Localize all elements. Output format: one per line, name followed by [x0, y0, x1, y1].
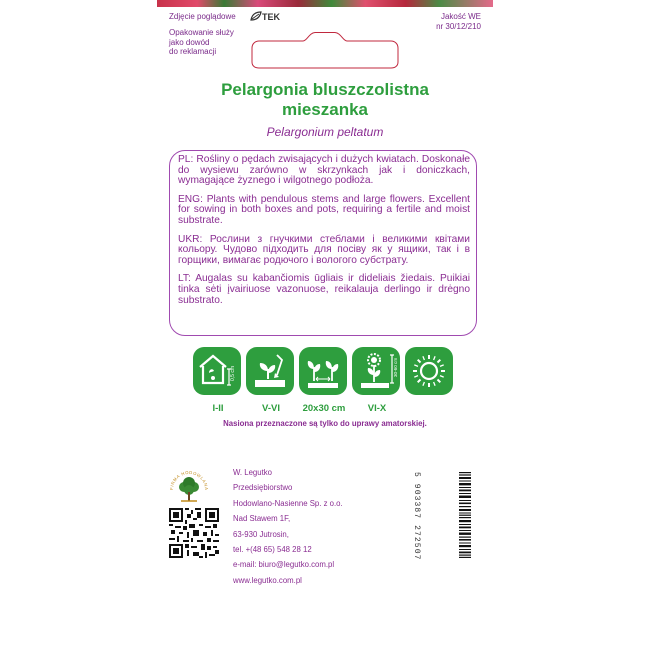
description-box: [169, 150, 477, 336]
sun-icon: [405, 347, 453, 395]
height-text: 30-60 cm: [393, 357, 398, 377]
company-contact: [233, 465, 343, 588]
brand-mark: [250, 11, 280, 22]
logo-arc-text: FIRMA HODOWLANA: [169, 470, 209, 491]
flowering-icon: [352, 347, 400, 395]
latin-name: Pelargonium peltatum: [266, 125, 384, 139]
contact-line5: 63-930 Jutrosin,: [233, 529, 289, 539]
icon-label-sowing: I-II: [212, 403, 224, 414]
depth-text: 0,5 cm: [230, 365, 236, 381]
preview-label: Zdjęcie poglądowe: [169, 12, 236, 21]
pack-note-line2: jako dowód: [169, 37, 210, 47]
icon-label-flowering: VI-X: [367, 403, 387, 414]
description-en: ENG: Plants with pendulous stems and large flowers. Excellent for sowing in both boxes and pots, requiring a fertile and moist substrate.: [178, 193, 470, 226]
contact-line3: Hodowlano-Nasienne Sp. z o.o.: [233, 498, 343, 508]
hang-window-cutout: [251, 31, 399, 69]
transplant-icon: [246, 347, 294, 395]
amateur-use-note: Nasiona przeznaczone są tylko do uprawy amatorskiej.: [223, 419, 427, 428]
contact-line4: Nad Stawem 1F,: [233, 514, 291, 524]
quality-line2: nr 30/12/210: [436, 21, 481, 31]
description-ukr: UKR: Рослини з гнучкими стеблами і великими квітами кольору. Чудово підходить для посіву як у ящики, так і в горщики, вимагає родючого і вологого субстрату.: [178, 233, 470, 266]
title-line2: mieszanka: [282, 100, 368, 119]
pack-note-line1: Opakowanie służy: [169, 28, 234, 37]
quality-line1: Jakość WE: [440, 12, 481, 21]
cultivation-icons: [193, 347, 455, 397]
contact-email[interactable]: e-mail: biuro@legutko.com.pl: [233, 560, 335, 570]
barcode-number: 5 903387 272507: [412, 472, 421, 561]
quality-info: [436, 12, 481, 31]
contact-website[interactable]: www.legutko.com.pl: [233, 575, 302, 585]
description-lt: LT: Augalas su kabančiomis ūgliais ir dideliais žiedais. Puikiai tinka sėti įvairiuose vazonuose, reikalauja derlingo ir drėgno substrato.: [178, 273, 470, 306]
barcode: [445, 472, 471, 558]
spacing-icon: [299, 347, 347, 395]
flower-photo-strip: [157, 0, 493, 7]
title-line1: Pelargonia bluszczolistna: [221, 80, 429, 99]
product-title: [157, 80, 493, 120]
contact-line1: W. Legutko: [233, 468, 273, 477]
qr-code: [169, 508, 219, 558]
contact-phone: tel. +(48 65) 548 28 12: [233, 545, 312, 555]
leaf-logo-icon: [250, 11, 262, 21]
contact-line2: Przedsiębiorstwo: [233, 483, 293, 493]
sowing-depth-icon: [193, 347, 241, 395]
packaging-note: [169, 28, 234, 57]
brand-mark-text: TEK: [262, 12, 280, 22]
seed-packet-back: [157, 0, 493, 650]
pack-note-line3: do reklamacji: [169, 47, 217, 56]
icon-label-spacing: 20x30 cm: [302, 403, 346, 414]
tree-logo-icon: [169, 470, 209, 506]
description-pl: PL: Rośliny o pędach zwisających i dużych kwiatach. Doskonałe do wysiewu zarówno w skrzynkach jak i doniczkach, wymagające żyznego i wilgotnego podłoża.: [178, 154, 470, 187]
icon-label-transplant: V-VI: [262, 403, 280, 414]
